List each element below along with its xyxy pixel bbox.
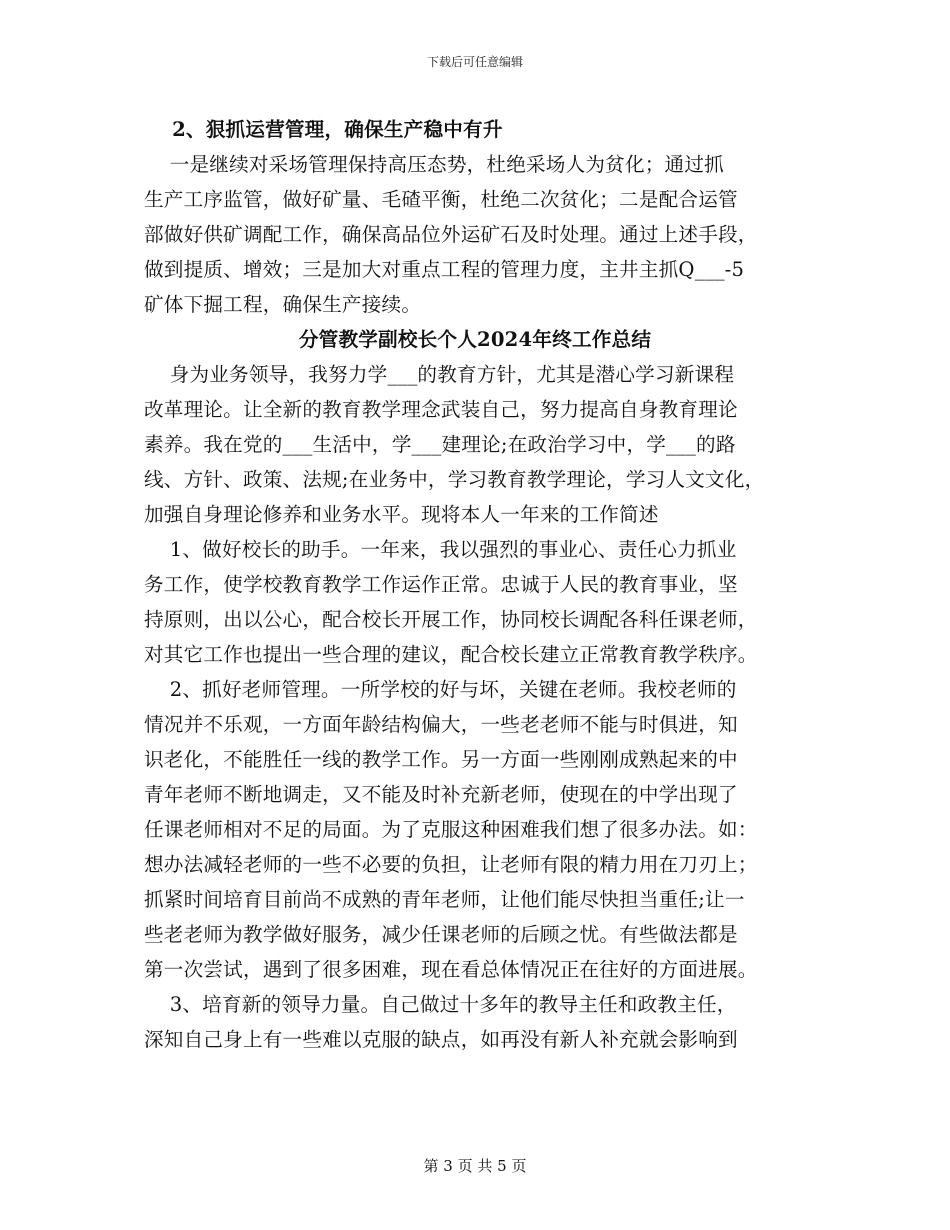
text-line: 青年老师不断地调走，又不能及时补充新老师，使现在的中学出现了 [144, 783, 738, 806]
text-line: 改革理论。让全新的教育教学理念武装自己，努力提高自身教育理论 [144, 398, 738, 421]
text-line: 第一次尝试，遇到了很多困难，现在看总体情况正在往好的方面进展。 [144, 958, 758, 981]
text-line: 加强自身理论修养和业务水平。现将本人一年来的工作简述 [144, 503, 659, 526]
text-line: 些老老师为教学做好服务，减少任课老师的后顾之忧。有些做法都是 [144, 923, 738, 946]
section-title: 分管教学副校长个人2024年终工作总结 [298, 328, 652, 351]
header-note: 下载后可任意编辑 [426, 55, 523, 69]
text-line: 线、方针、政策、法规;在业务中，学习教育教学理论，学习人文文化， [144, 468, 765, 491]
text-line: 生产工序监管，做好矿量、毛碴平衡，杜绝二次贫化；二是配合运管 [144, 188, 738, 211]
text-line: 2、抓好老师管理。一所学校的好与坏，关键在老师。我校老师的 [144, 678, 737, 701]
text-line: 1、做好校长的助手。一年来，我以强烈的事业心、责任心力抓业 [144, 538, 737, 561]
text-line: 持原则，出以公心，配合校长开展工作，协同校长调配各科任课老师， [144, 608, 758, 631]
text-line: 3、培育新的领导力量。自己做过十多年的教导主任和政教主任， [144, 993, 737, 1016]
text-line: 情况并不乐观，一方面年龄结构偏大，一些老老师不能与时俱进，知 [144, 713, 738, 736]
text-line: 对其它工作也提出一些合理的建议，配合校长建立正常教育教学秩序。 [144, 643, 758, 666]
text-line: 任课老师相对不足的局面。为了克服这种困难我们想了很多办法。如： [144, 818, 758, 841]
text-line: 部做好供矿调配工作，确保高品位外运矿石及时处理。通过上述手段， [144, 223, 758, 246]
text-line: 矿体下掘工程，确保生产接续。 [144, 293, 422, 316]
text-line: 务工作，使学校教育教学工作运作正常。忠诚于人民的教育事业，坚 [144, 573, 738, 596]
page-number-footer: 第 3 页 共 5 页 [423, 1157, 527, 1175]
text-line: 想办法减轻老师的一些不必要的负担，让老师有限的精力用在刀刃上； [144, 853, 758, 876]
text-line: 抓紧时间培育目前尚不成熟的青年老师，让他们能尽快担当重任;让一 [144, 888, 745, 911]
document-body [144, 112, 806, 1057]
text-line: 一是继续对采场管理保持高压态势，杜绝采场人为贫化；通过抓 [144, 153, 724, 176]
text-line: 素养。我在党的___生活中，学___建理论;在政治学习中，学___的路 [144, 433, 736, 456]
text-line: 身为业务领导，我努力学___的教育方针，尤其是潜心学习新课程 [144, 363, 735, 386]
text-line: 做到提质、增效；三是加大对重点工程的管理力度，主井主抓Q___-5 [144, 258, 745, 281]
text-line: 深知自己身上有一些难以克服的缺点，如再没有新人补充就会影响到 [144, 1028, 738, 1051]
text-line: 识老化，不能胜任一线的教学工作。另一方面一些刚刚成熟起来的中 [144, 748, 738, 771]
section-heading: 2、狠抓运营管理，确保生产稳中有升 [144, 118, 503, 141]
